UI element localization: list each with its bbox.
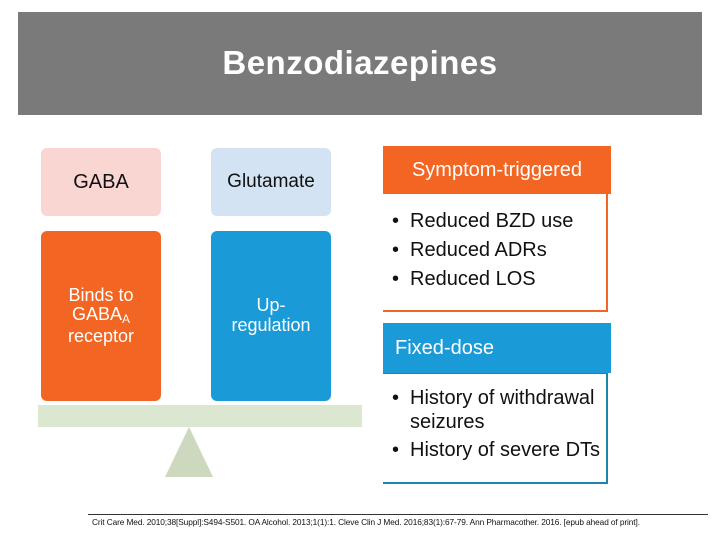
- gaba-label: GABA: [73, 170, 129, 193]
- gaba-effect-text: [41, 286, 161, 347]
- symptom-triggered-header: Symptom-triggered: [383, 146, 611, 194]
- citation-text: Crit Care Med. 2010;38[Suppl]:S494-S501. OA Alcohol. 2013;1(1):1. Cleve Clin J Med. 2016;83(1):67-79. Ann Pharmacother. 2016. [epub ahead of print].: [92, 517, 640, 527]
- list-item: • Reduced LOS: [392, 265, 573, 294]
- slide-title: Benzodiazepines: [222, 44, 498, 81]
- list-item: • Reduced BZD use: [392, 207, 573, 236]
- glutamate-effect-box: [211, 231, 331, 401]
- fixed-bullet-list: [392, 386, 662, 466]
- glutamate-label: Glutamate: [227, 171, 315, 192]
- symptom-bullet-list: [392, 207, 573, 294]
- footer-divider: [88, 514, 708, 515]
- glutamate-label-box: [211, 148, 331, 216]
- list-item: • History of severe DTs: [392, 438, 662, 462]
- fixed-dose-header: Fixed-dose: [383, 323, 611, 373]
- gaba-effect-box: [41, 231, 161, 401]
- scale-fulcrum: [165, 427, 213, 477]
- gaba-label-box: [41, 148, 161, 216]
- gaba-effect-subscript: A: [122, 312, 131, 327]
- list-item: • Reduced ADRs: [392, 236, 573, 265]
- glutamate-effect-text: Up-regulation: [231, 295, 311, 335]
- list-item: • History of withdrawal seizures: [392, 386, 662, 434]
- gaba-effect-line1: Binds to GABA: [68, 284, 134, 325]
- gaba-effect-line2: receptor: [67, 325, 135, 346]
- scale-beam: [38, 405, 362, 427]
